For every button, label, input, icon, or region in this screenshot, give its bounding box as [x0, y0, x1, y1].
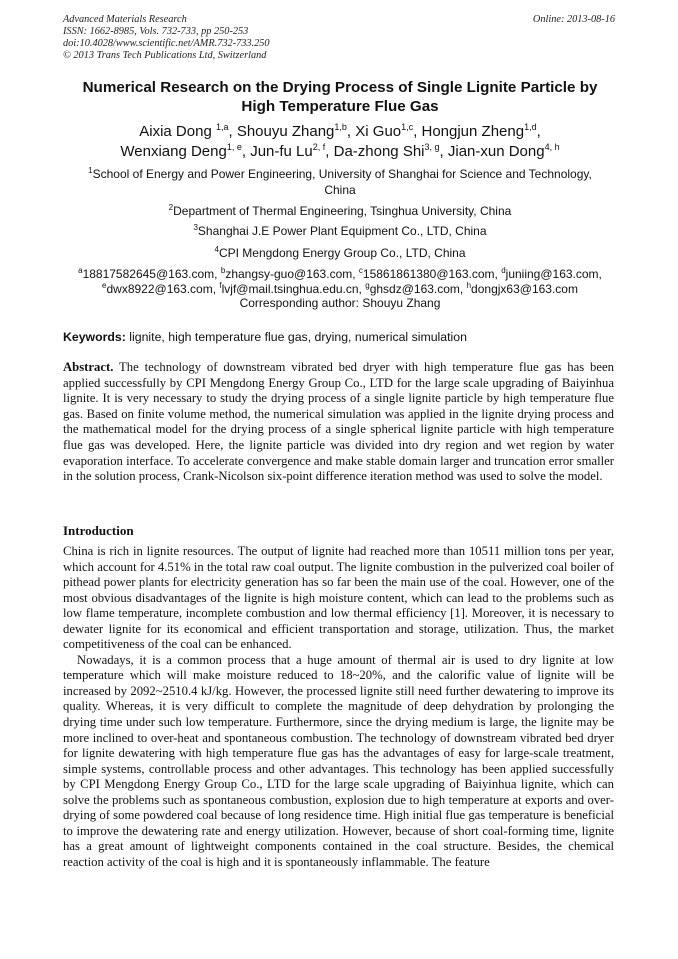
affiliation-text: Shanghai J.E Power Plant Equipment Co., LTD, China [197, 224, 487, 238]
email-link[interactable]: juniing@163.com, [505, 267, 602, 281]
copyright-line: © 2013 Trans Tech Publications Ltd, Switzerland [63, 50, 267, 61]
paper-title [40, 78, 640, 116]
title-line-2: High Temperature Flue Gas [241, 98, 439, 115]
title-line-1: Numerical Research on the Drying Process of Single Lignite Particle by [82, 79, 598, 96]
author-sep: , [346, 123, 356, 140]
section-heading-introduction: Introduction [63, 523, 134, 538]
authors-line-2 [40, 142, 640, 162]
email-link[interactable]: zhangsy-guo@163.com, [225, 267, 359, 281]
affiliation-text: CPI Mengdong Energy Group Co., LTD, China [218, 246, 466, 260]
introduction-body [63, 544, 614, 870]
affiliation-sup: 3 [193, 223, 198, 232]
author-sup: 1,b [334, 122, 347, 132]
affiliation-2 [55, 204, 625, 220]
author-name: Hongjun Zheng [421, 123, 525, 140]
author-sep: , [413, 123, 422, 140]
email-sup: c [358, 266, 363, 275]
author-sep: , [228, 123, 237, 140]
issn-line: ISSN: 1662-8985, Vols. 732-733, pp 250-253 [63, 26, 249, 37]
author-emails [45, 267, 635, 311]
corresponding-author: Corresponding author: Shouyu Zhang [239, 296, 441, 310]
author-sup: 2, f [312, 142, 326, 152]
author-sup: 1, e [226, 142, 242, 152]
keywords-text: lignite, high temperature flue gas, drying, numerical simulation [125, 330, 467, 344]
author-sep: , [241, 143, 251, 160]
email-link[interactable]: 18817582645@163.com, [82, 267, 221, 281]
keywords-label: Keywords: [63, 330, 126, 344]
author-sup: 3, g [424, 142, 440, 152]
author-name: Da-zhong Shi [333, 143, 425, 160]
author-list [40, 122, 640, 162]
journal-name: Advanced Materials Research [63, 14, 187, 25]
email-sup: e [102, 280, 107, 290]
author-sep: , [439, 143, 448, 160]
author-name: Jian-xun Dong [447, 143, 545, 160]
affiliation-1-line-1 [55, 167, 625, 183]
affiliation-4 [55, 246, 625, 262]
doi-line[interactable]: doi:10.4028/www.scientific.net/AMR.732-733.250 [63, 38, 270, 49]
abstract [63, 360, 614, 485]
email-link[interactable]: ghsdz@163.com, [369, 281, 467, 296]
email-sup: d [501, 266, 506, 275]
email-sup: b [220, 266, 226, 275]
email-sup: h [466, 280, 472, 290]
email-link[interactable]: dwx8922@163.com, [106, 281, 220, 296]
abstract-label: Abstract. [63, 360, 114, 374]
author-sup: 1,d [524, 122, 537, 132]
affiliation-text: Department of Thermal Engineering, Tsinghua University, China [173, 204, 512, 218]
author-sup: 1,a [215, 122, 229, 132]
journal-header [63, 14, 615, 62]
author-name: Aixia Dong [139, 123, 216, 140]
affiliation-1-line-2: China [324, 182, 356, 197]
author-sep: , [536, 123, 541, 140]
email-link[interactable]: 15861861380@163.com, [362, 267, 502, 281]
affiliation-text: School of Energy and Power Engineering, University of Shanghai for Science and Technology, [92, 167, 592, 181]
author-sup: 4, h [544, 142, 560, 152]
author-sep: , [325, 143, 334, 160]
affiliation-1 [55, 167, 625, 198]
author-name: Xi Guo [355, 123, 402, 140]
paragraph: China is rich in lignite resources. The output of lignite had reached more than 10511 million tons per year, which account for 4.51% in the total raw coal output. The lignite combustion in the pulverized coal boiler of pithead power plants for electricity generation has so far been the main use of the coal. However, one of the most obvious disadvantages of the lignite is high moisture content, which can lead to the problems such as low flame temperature, incomplete combustion and low thermal efficiency [1]. Moreover, it is necessary to dewater lignite for its economical and efficient transportation and storage, utilization. Thus, the market competitiveness of the coal can be enhanced. [63, 544, 614, 652]
paragraph: Nowadays, it is a common process that a huge amount of thermal air is used to dry lignite at low temperature which will make moisture reduced to 18~20%, and the calorific value of lignite will be increased by 2092~2510.4 kJ/kg. However, the processed lignite still need further dewatering to improve its quality. Whereas, it is very difficult to complete the magnitude of deep dehydration by prolonging the drying time under such low temperature. Furthermore, since the drying medium is large, the lignite may be more inclined to over-heat and spontaneous combustion. The technology of downstream vibrated bed dryer for lignite dewatering with high temperature flue gas has the advantages of easy for large-scale treatment, simple systems, controllable process and other advantages. This technology has been applied successfully by CPI Mengdong Energy Group Co., LTD for the large scale upgrading of Baiyinhua lignite, which can solve the problems such as spontaneous combustion, explosion due to high temperature at exports and over-drying of some powdered coal because of long residence time. High initial flue gas temperature is beneficial to improve the dewatering rate and energy utilization. However, because of short coal-forming time, lignite has a great amount of lightweight components contained in the coal structure. Besides, the chemical reaction activity of the coal is high and it is spontaneously inflammable. The feature [63, 652, 614, 869]
authors-line-1 [40, 122, 640, 142]
affiliation-sup: 4 [214, 245, 219, 254]
keywords [63, 330, 623, 344]
email-sup: f [219, 280, 222, 290]
online-date: Online: 2013-08-16 [532, 14, 615, 25]
author-sup: 1,c [401, 122, 414, 132]
email-link[interactable]: dongjx63@163.com [471, 281, 578, 296]
affiliation-sup: 2 [168, 203, 174, 212]
emails-line-1 [45, 267, 635, 282]
email-sup: g [365, 280, 370, 290]
affiliation-3 [55, 224, 625, 240]
affiliation-sup: 1 [88, 166, 93, 175]
author-name: Jun-fu Lu [250, 143, 313, 160]
email-link[interactable]: lvjf@mail.tsinghua.edu.cn, [221, 281, 366, 296]
author-name: Wenxiang Deng [120, 143, 227, 160]
abstract-text: The technology of downstream vibrated bed dryer with high temperature flue gas has been applied successfully by CPI Mengdong Energy Group Co., LTD for the large scale upgrading of Baiyinhua lignite. It is very necessary to study the drying process of a single lignite particle by high temperature flue gas. Based on finite volume method, the numerical simulation was applied in the lignite drying process and the mathematical model for the drying process of a single spherical lignite particle with high temperature flue gas was developed. Here, the lignite particle was divided into dry region and wet region by water evaporation interface. To accelerate convergence and make stable domain larger and truncation error smaller in the solution process, Crank-Nicolson six-point difference iteration method was used to solve the model. [63, 360, 614, 484]
emails-line-2 [45, 282, 635, 297]
author-name: Shouyu Zhang [236, 123, 335, 140]
email-sup: a [78, 266, 83, 275]
